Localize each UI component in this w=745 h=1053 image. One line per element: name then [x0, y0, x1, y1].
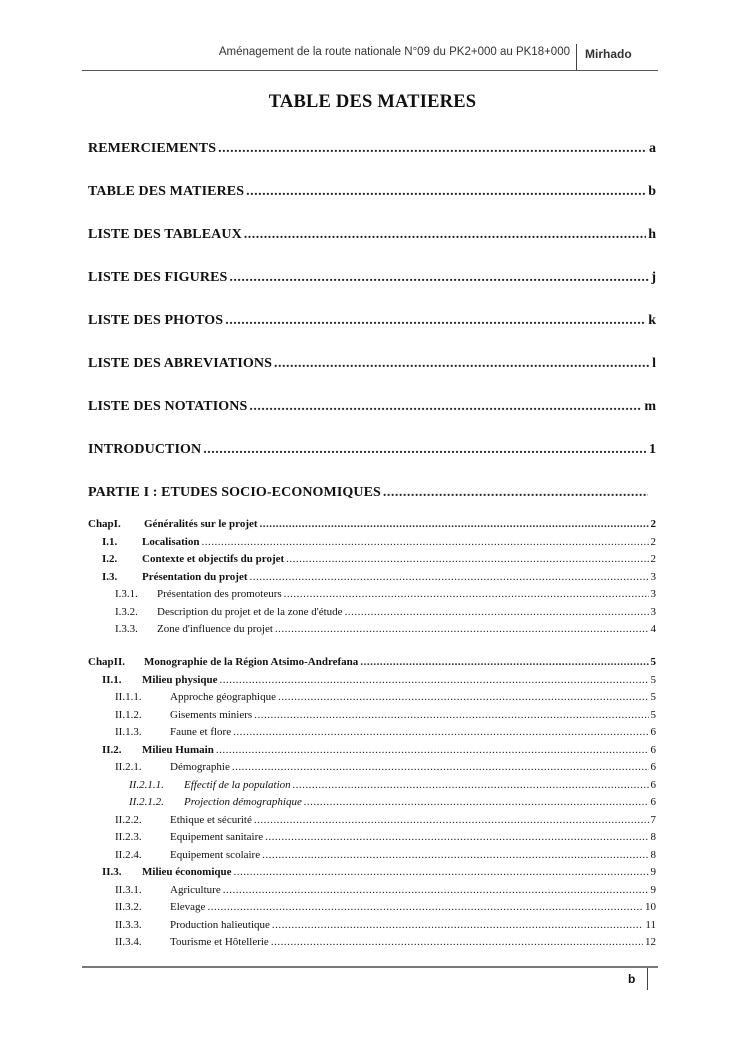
toc-sub-entry-label: Milieu Humain [142, 744, 214, 756]
toc-sub-entry[interactable] [88, 761, 656, 773]
toc-sub-entry-number: ChapII. [88, 656, 125, 668]
toc-sub-entry-number: II.1.2. [115, 709, 142, 721]
toc-sub-entry-number: II.1.3. [115, 726, 142, 738]
header-rule [82, 70, 658, 71]
toc-leader-dots [275, 623, 649, 635]
toc-sub-entry-label: Production halieutique [170, 919, 270, 931]
toc-sub-entry-number: II.3.1. [115, 884, 142, 896]
toc-sub-entry[interactable] [88, 744, 656, 756]
toc-sub-entry-page: 2 [650, 553, 656, 565]
toc-sub-entry-number: II.3.3. [115, 919, 142, 931]
footer-rule [82, 966, 658, 968]
toc-entry-page: m [644, 399, 656, 414]
toc-sub-entry[interactable] [88, 831, 656, 843]
toc-sub-entry-page: 6 [650, 779, 656, 791]
toc-sub-entry[interactable] [88, 518, 656, 530]
toc-sub-entry-page: 5 [650, 674, 656, 686]
toc-leader-dots [360, 656, 648, 668]
toc-entry-label: LISTE DES ABREVIATIONS [88, 356, 273, 371]
toc-sub-entry-label: Présentation des promoteurs [157, 588, 282, 600]
toc-sub-entry[interactable] [88, 936, 656, 948]
toc-sub-entry-number: II.3.4. [115, 936, 142, 948]
toc-sub-entry-page: 6 [650, 726, 656, 738]
toc-entry-label: LISTE DES TABLEAUX [88, 227, 242, 242]
toc-sub-entry-page: 11 [645, 919, 656, 931]
toc-sub-entry-page: 10 [645, 901, 656, 913]
toc-leader-dots [207, 901, 643, 913]
toc-leader-dots [246, 184, 646, 200]
toc-sub-entry[interactable] [88, 553, 656, 565]
toc-leader-dots [233, 726, 648, 738]
toc-sub-entry-page: 12 [645, 936, 656, 948]
toc-entry-page: j [651, 270, 656, 285]
toc-sub-entry-page: 6 [650, 796, 656, 808]
toc-sub-entry-label: Monographie de la Région Atsimo-Andrefana [144, 656, 359, 668]
toc-entry[interactable] [88, 270, 656, 286]
toc-sub-entry[interactable] [88, 709, 656, 721]
toc-sub-entry[interactable] [88, 691, 656, 703]
toc-sub-entry-number: II.2.4. [115, 849, 142, 861]
toc-sub-entry[interactable] [88, 571, 656, 583]
toc-leader-dots [304, 796, 649, 808]
toc-entry-label: LISTE DES FIGURES [88, 270, 228, 285]
toc-sub-entry-label: Elevage [170, 901, 206, 913]
toc-sub-entry-number: I.3.3. [115, 623, 138, 635]
toc-sub-entry-page: 5 [650, 656, 656, 668]
toc-leader-dots [244, 227, 646, 243]
toc-sub-entry[interactable] [88, 779, 656, 791]
toc-leader-dots [265, 831, 648, 843]
toc-leader-dots [203, 442, 647, 458]
toc-sub-entry-number: II.2.1.2. [129, 796, 164, 808]
toc-sub-entry-page: 8 [650, 831, 656, 843]
toc-sub-entry-label: Projection démographique [184, 796, 302, 808]
toc-entry-page: l [652, 356, 656, 371]
toc-sub-entry-page: 3 [650, 606, 656, 618]
header-title: Aménagement de la route nationale N°09 du PK2+000 au PK18+000 [218, 46, 570, 58]
toc-sub-entry-number: II.2.3. [115, 831, 142, 843]
toc-leader-dots [232, 761, 649, 773]
toc-entry[interactable] [88, 184, 656, 200]
toc-sub-entry-page: 7 [650, 814, 656, 826]
toc-sub-entry[interactable] [88, 796, 656, 808]
toc-sub-entry-page: 6 [650, 761, 656, 773]
toc-entry-label: INTRODUCTION [88, 442, 202, 457]
toc-sub-entry[interactable] [88, 726, 656, 738]
toc-sub-entry-label: Approche géographique [170, 691, 276, 703]
toc-sub-entry-label: Equipement scolaire [170, 849, 261, 861]
toc-entry[interactable] [88, 485, 656, 501]
toc-leader-dots [274, 356, 650, 372]
toc-sub-entry-number: II.2.1. [115, 761, 142, 773]
toc-sub-entry-label: Généralités sur le projet [144, 518, 258, 530]
toc-leader-dots [284, 588, 649, 600]
footer-page-number: b [628, 972, 636, 986]
toc-sub-entry-number: I.3. [102, 571, 118, 583]
footer-separator [647, 968, 648, 990]
toc-sub-entry[interactable] [88, 901, 656, 913]
toc-leader-dots [249, 399, 642, 415]
toc-entry-label: LISTE DES NOTATIONS [88, 399, 248, 414]
toc-sub-entry[interactable] [88, 814, 656, 826]
toc-leader-dots [229, 270, 649, 286]
toc-sub-entry-label: Description du projet et de la zone d'étude [157, 606, 343, 618]
toc-sub-entry-page: 3 [650, 571, 656, 583]
toc-sub-entry[interactable] [88, 884, 656, 896]
toc-entry[interactable] [88, 227, 656, 243]
toc-entry-label: LISTE DES PHOTOS [88, 313, 224, 328]
toc-sub-entry-number: II.3.2. [115, 901, 142, 913]
header-author: Mirhado [585, 47, 632, 61]
toc-entry[interactable] [88, 399, 656, 415]
toc-sub-entry-number: II.1.1. [115, 691, 142, 703]
toc-sub-entry-page: 5 [650, 691, 656, 703]
toc-leader-dots [254, 709, 648, 721]
toc-sub-entry-number: I.3.1. [115, 588, 138, 600]
toc-leader-dots [293, 779, 649, 791]
page-header [0, 44, 745, 72]
toc-entry[interactable] [88, 313, 656, 329]
toc-sub-entry-page: 4 [650, 623, 656, 635]
toc-sub-entry-label: Contexte et objectifs du projet [142, 553, 285, 565]
toc-sub-entry-page: 5 [650, 709, 656, 721]
toc-entry-page: k [648, 313, 656, 328]
toc-leader-dots [345, 606, 649, 618]
toc-sub-entry-label: Agriculture [170, 884, 221, 896]
toc-leader-dots [220, 674, 649, 686]
toc-sub-entry-page: 2 [650, 518, 656, 530]
toc-sub-entry-label: Zone d'influence du projet [157, 623, 273, 635]
toc-leader-dots [286, 553, 648, 565]
toc-sub-entry[interactable] [88, 606, 656, 618]
toc-sub-entry[interactable] [88, 588, 656, 600]
toc-leader-dots [223, 884, 649, 896]
toc-leader-dots [271, 936, 643, 948]
toc-sub-entry-label: Tourisme et Hôtellerie [170, 936, 269, 948]
toc-sub-entry-label: Démographie [170, 761, 230, 773]
toc-entry-page: a [649, 141, 656, 156]
toc-sub-entry-number: I.1. [102, 536, 118, 548]
toc-sub-entry-page: 6 [650, 744, 656, 756]
toc-sub-entry-number: I.3.2. [115, 606, 138, 618]
toc-leader-dots [260, 518, 649, 530]
toc-entry[interactable] [88, 356, 656, 372]
toc-leader-dots [216, 744, 649, 756]
toc-sub-entry-label: Milieu économique [142, 866, 232, 878]
toc-entry-page: 1 [649, 442, 656, 457]
toc-sub-entry-label: Milieu physique [142, 674, 218, 686]
toc-leader-dots [272, 919, 644, 931]
toc-sub-entry-label: Equipement sanitaire [170, 831, 264, 843]
toc-sub-entry-label: Gisements miniers [170, 709, 253, 721]
toc-sub-entry-number: ChapI. [88, 518, 121, 530]
toc-leader-dots [201, 536, 648, 548]
toc-sub-entry-number: II.2.2. [115, 814, 142, 826]
toc-sub-entry-page: 3 [650, 588, 656, 600]
toc-entry-label: PARTIE I : ETUDES SOCIO-ECONOMIQUES [88, 485, 381, 500]
toc-leader-dots [383, 485, 648, 501]
toc-sub-entry-label: Présentation du projet [142, 571, 248, 583]
toc-sub-entry-page: 9 [650, 866, 656, 878]
toc-sub-entry-number: II.3. [102, 866, 122, 878]
toc-entry[interactable] [88, 141, 656, 157]
toc-sub-entry[interactable] [88, 919, 656, 931]
toc-sub-entry-number: II.2.1.1. [129, 779, 164, 791]
toc-sub-entry-page: 8 [650, 849, 656, 861]
header-separator [576, 44, 577, 70]
toc-entry-page: b [648, 184, 656, 199]
page-title: TABLE DES MATIERES [268, 92, 477, 112]
toc-leader-dots [278, 691, 649, 703]
toc-sub-entry-number: I.2. [102, 553, 118, 565]
toc-sub-entry-number: II.2. [102, 744, 122, 756]
toc-sub-entry-label: Localisation [142, 536, 200, 548]
toc-sub-entry-number: II.1. [102, 674, 122, 686]
toc-entry-label: TABLE DES MATIERES [88, 184, 245, 199]
toc-entry-label: REMERCIEMENTS [88, 141, 217, 156]
toc-sub-entry-page: 9 [650, 884, 656, 896]
toc-sub-entry-label: Ethique et sécurité [170, 814, 252, 826]
toc-sub-entry[interactable] [88, 623, 656, 635]
toc-leader-dots [218, 141, 647, 157]
toc-leader-dots [262, 849, 648, 861]
toc-sub-entry-page: 2 [650, 536, 656, 548]
toc-sub-entry[interactable] [88, 536, 656, 548]
toc-leader-dots [254, 814, 649, 826]
toc-sub-entry-label: Effectif de la population [184, 779, 291, 791]
toc-sub-entry[interactable] [88, 674, 656, 686]
toc-leader-dots [250, 571, 649, 583]
toc-sub-entry-label: Faune et flore [170, 726, 232, 738]
toc-entry-page: h [648, 227, 656, 242]
toc-sub-entry[interactable] [88, 656, 656, 668]
toc-leader-dots [234, 866, 649, 878]
toc-entry[interactable] [88, 442, 656, 458]
toc-leader-dots [225, 313, 646, 329]
toc-sub-entry[interactable] [88, 849, 656, 861]
toc-sub-entry[interactable] [88, 866, 656, 878]
